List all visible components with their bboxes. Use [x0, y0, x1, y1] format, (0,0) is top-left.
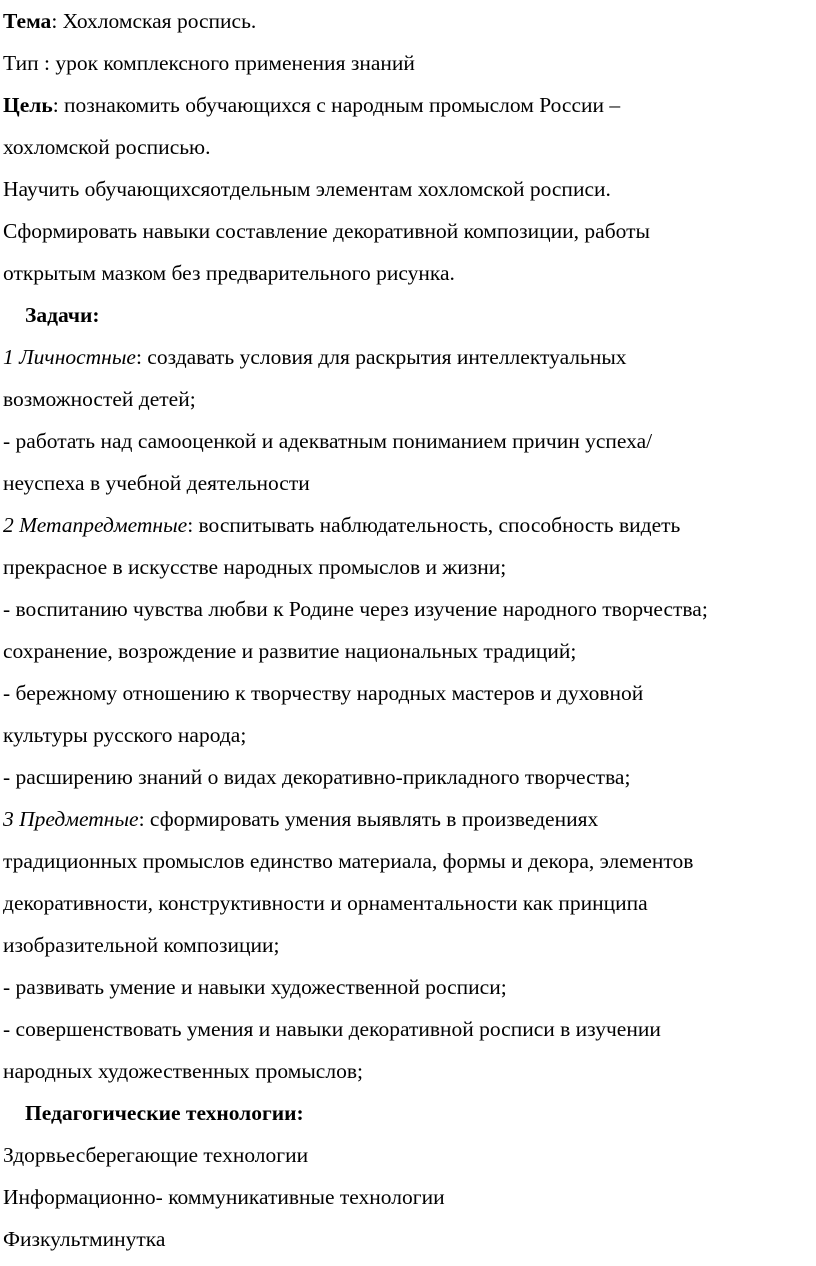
topic-line: [3, 0, 815, 42]
subject-task-cont: народных художественных промыслов;: [3, 1059, 363, 1083]
document-body: [3, 0, 815, 1260]
tasks-heading: Задачи:: [25, 303, 100, 327]
technology-item: Физкультминутка: [3, 1227, 166, 1251]
subject-task-cont: - совершенствовать умения и навыки декоративной росписи в изучении: [3, 1017, 661, 1041]
meta-task-cont: прекрасное в искусстве народных промыслов и жизни;: [3, 555, 507, 579]
subject-task-text: : сформировать умения выявлять в произведениях: [138, 807, 599, 831]
personal-task-cont: неуспеха в учебной деятельности: [3, 471, 310, 495]
meta-task-label: 2 Метапредметные: [3, 513, 188, 537]
personal-task-cont: - работать над самооценкой и адекватным пониманием причин успеха/: [3, 429, 653, 453]
technologies-heading: Педагогические технологии:: [25, 1101, 304, 1125]
meta-task-text: : воспитывать наблюдательность, способность видеть: [187, 513, 681, 537]
meta-task-cont: сохранение, возрождение и развитие национальных традиций;: [3, 639, 577, 663]
personal-task-text: : создавать условия для раскрытия интеллектуальных: [135, 345, 627, 369]
subject-task-cont: декоративности, конструктивности и орнаментальности как принципа: [3, 891, 648, 915]
topic-label: Тема: [3, 9, 52, 33]
lesson-type-line: Тип : урок комплексного применения знаний: [3, 51, 415, 75]
goal-value: : познакомить обучающихся с народным промыслом России –: [52, 93, 621, 117]
goal-label: Цель: [3, 93, 53, 117]
subject-task-cont: традиционных промыслов единство материала, формы и декора, элементов: [3, 849, 694, 873]
goal-continuation: хохломской росписью.: [3, 135, 211, 159]
goal-extra-line: Научить обучающихсяотдельным элементам хохломской росписи.: [3, 177, 611, 201]
goal-extra-line: Сформировать навыки составление декоративной композиции, работы: [3, 219, 650, 243]
topic-value: : Хохломская роспись.: [51, 9, 257, 33]
subject-task-cont: - развивать умение и навыки художественной росписи;: [3, 975, 507, 999]
subject-task-label: 3 Предметные: [3, 807, 139, 831]
goal-line: [3, 84, 815, 126]
meta-task-cont: - бережному отношению к творчеству народных мастеров и духовной: [3, 681, 644, 705]
subject-task-cont: изобразительной композиции;: [3, 933, 280, 957]
meta-task-cont: культуры русского народа;: [3, 723, 247, 747]
personal-task-cont: возможностей детей;: [3, 387, 196, 411]
technology-item: Здорвьесберегающие технологии: [3, 1143, 309, 1167]
personal-task-label: 1 Личностные: [3, 345, 136, 369]
meta-task-cont: - расширению знаний о видах декоративно-прикладного творчества;: [3, 765, 631, 789]
meta-task-line: [3, 504, 815, 546]
subject-task-line: [3, 798, 815, 840]
personal-task-line: [3, 336, 815, 378]
goal-extra-line: открытым мазком без предварительного рисунка.: [3, 261, 455, 285]
meta-task-cont: - воспитанию чувства любви к Родине через изучение народного творчества;: [3, 597, 708, 621]
technology-item: Информационно- коммуникативные технологии: [3, 1185, 445, 1209]
